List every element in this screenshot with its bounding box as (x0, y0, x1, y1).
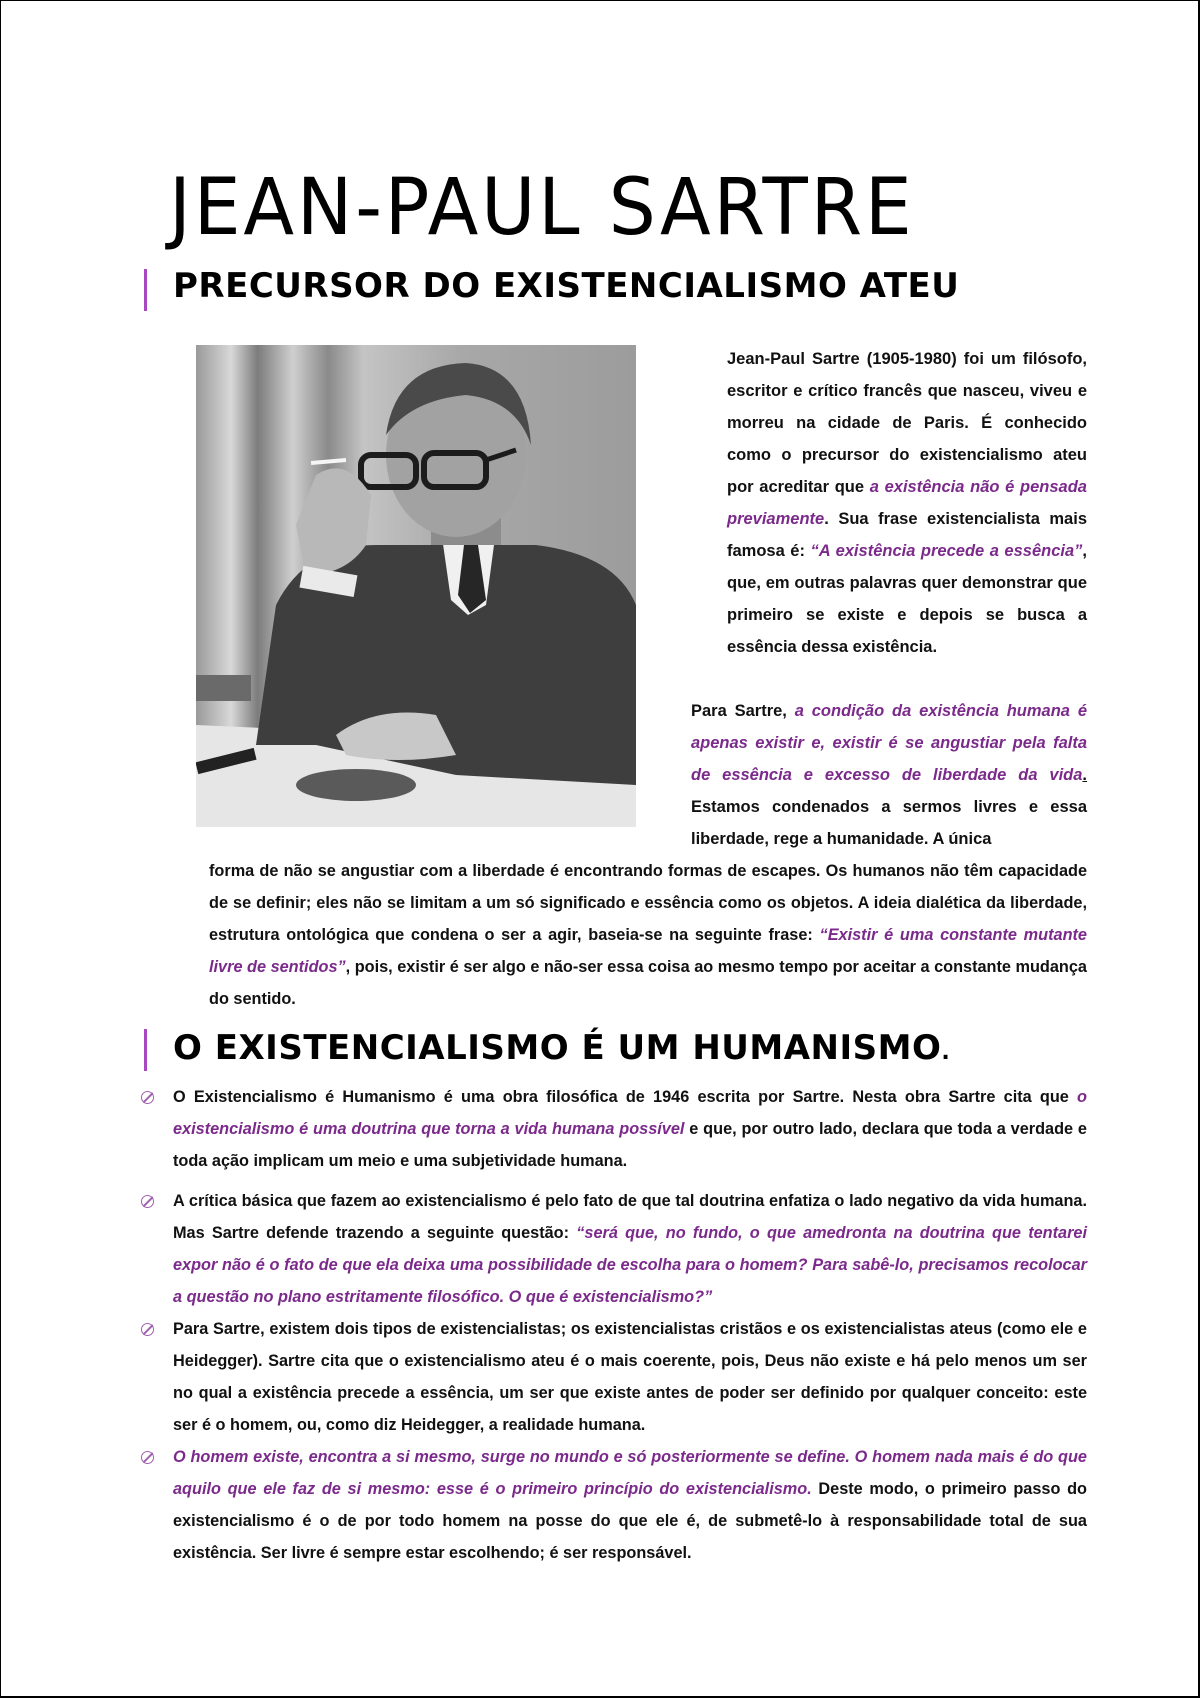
prohibited-circle-bullet-icon (141, 1323, 154, 1336)
condition-text: Para Sartre, (691, 702, 795, 720)
condition-paragraph (691, 695, 1087, 855)
list-item (141, 1441, 1087, 1569)
sartre-photo (196, 345, 636, 827)
prohibited-circle-bullet-icon (141, 1451, 154, 1464)
freedom-quote: “Existir é uma constante mutante livre de sentidos” (209, 926, 1087, 976)
bullet-text: O Existencialismo é Humanismo é uma obra filosófica de 1946 escrita por Sartre. Nesta obra Sartre cita que (173, 1088, 1078, 1106)
section-heading-dot: . (941, 1040, 951, 1065)
section-accent-bar (144, 1029, 147, 1071)
freedom-text: , pois, existir é ser algo e não-ser essa coisa ao mesmo tempo por aceitar a constante mudança do sentido. (209, 958, 1087, 1008)
condition-period: . (1082, 766, 1087, 784)
bullet-text: Para Sartre, existem dois tipos de existencialistas; os existencialistas cristãos e os existencialistas ateus (como ele e Heidegger). Sartre cita que o existencialismo ateu é o mais coerente, pois, Deus não existe e há pelo menos um ser no qual a existência precede a essência, um ser que existe antes de poder ser definido por qualquer conceito: este ser é o homem, ou, como diz Heidegger, a realidade humana. (173, 1320, 1087, 1434)
famous-quote: “A existência precede a essência” (810, 542, 1083, 560)
intro-text: , que, em outras palavras quer demonstrar que primeiro se existe e depois se busca a essência dessa existência. (727, 542, 1087, 656)
page-subtitle: PRECURSOR DO EXISTENCIALISMO ATEU (173, 266, 960, 306)
subtitle-accent-bar (144, 269, 147, 311)
list-item (141, 1313, 1087, 1441)
bullet-list (141, 1081, 1087, 1569)
intro-paragraph (727, 343, 1087, 663)
freedom-paragraph (209, 855, 1087, 1015)
list-item (141, 1081, 1087, 1177)
list-item (141, 1185, 1087, 1313)
bullet-emphasis: o existencialismo é uma doutrina que torna a vida humana possível (173, 1088, 1087, 1138)
prohibited-circle-bullet-icon (141, 1195, 154, 1208)
portrait-image (196, 345, 636, 827)
section-heading (173, 1028, 951, 1068)
bullet-emphasis: O homem existe, encontra a si mesmo, surge no mundo e só posteriormente se define. O homem nada mais é do que aquilo que ele faz de si mesmo: esse é o primeiro princípio do existencialismo. (173, 1448, 1087, 1498)
prohibited-circle-bullet-icon (141, 1091, 154, 1104)
bullet-text: Deste modo, o primeiro passo do existencialismo é o de por todo homem na posse do que ele é, de submetê-lo à responsabilidade total de sua existência. Ser livre é sempre estar escolhendo; é ser responsável. (173, 1480, 1087, 1562)
freedom-text: forma de não se angustiar com a liberdade é encontrando formas de escapes. Os humanos não têm capacidade de se definir; eles não se limitam a um só significado e essência como os objetos. A ideia dialética da liberdade, estrutura ontológica que condena o ser a agir, baseia-se na seguinte frase: (209, 862, 1087, 944)
bullet-text: e que, por outro lado, declara que toda a verdade e toda ação implicam um meio e uma subjetividade humana. (173, 1120, 1087, 1170)
intro-text: Jean-Paul Sartre (1905-1980) foi um filósofo, escritor e crítico francês que nasceu, viveu e morreu na cidade de Paris. É conhecido como o precursor do existencialismo ateu por acreditar que (727, 350, 1087, 496)
condition-emphasis: a condição da existência humana é apenas existir e, existir é se angustiar pela falta de essência e excesso de liberdade da vida (691, 702, 1087, 784)
intro-text: . Sua frase existencialista mais famosa é: (727, 510, 1087, 560)
section-heading-text: O EXISTENCIALISMO É UM HUMANISMO (173, 1028, 942, 1068)
bullet-text: A crítica básica que fazem ao existencialismo é pelo fato de que tal doutrina enfatiza o lado negativo da vida humana. Mas Sartre defende trazendo a seguinte questão: (173, 1192, 1087, 1242)
intro-emphasis: a existência não é pensada previamente (727, 478, 1087, 528)
bullet-emphasis: “será que, no fundo, o que amedronta na doutrina que tentarei expor não é o fato de que ela deixa uma possibilidade de escolha para o homem? Para sabê-lo, precisamos recolocar a questão no plano estritamente filosófico. O que é existencialismo?” (173, 1224, 1088, 1306)
page-title: JEAN-PAUL SARTRE (169, 163, 915, 253)
condition-text: Estamos condenados a sermos livres e essa liberdade, rege a humanidade. A única (691, 798, 1087, 848)
